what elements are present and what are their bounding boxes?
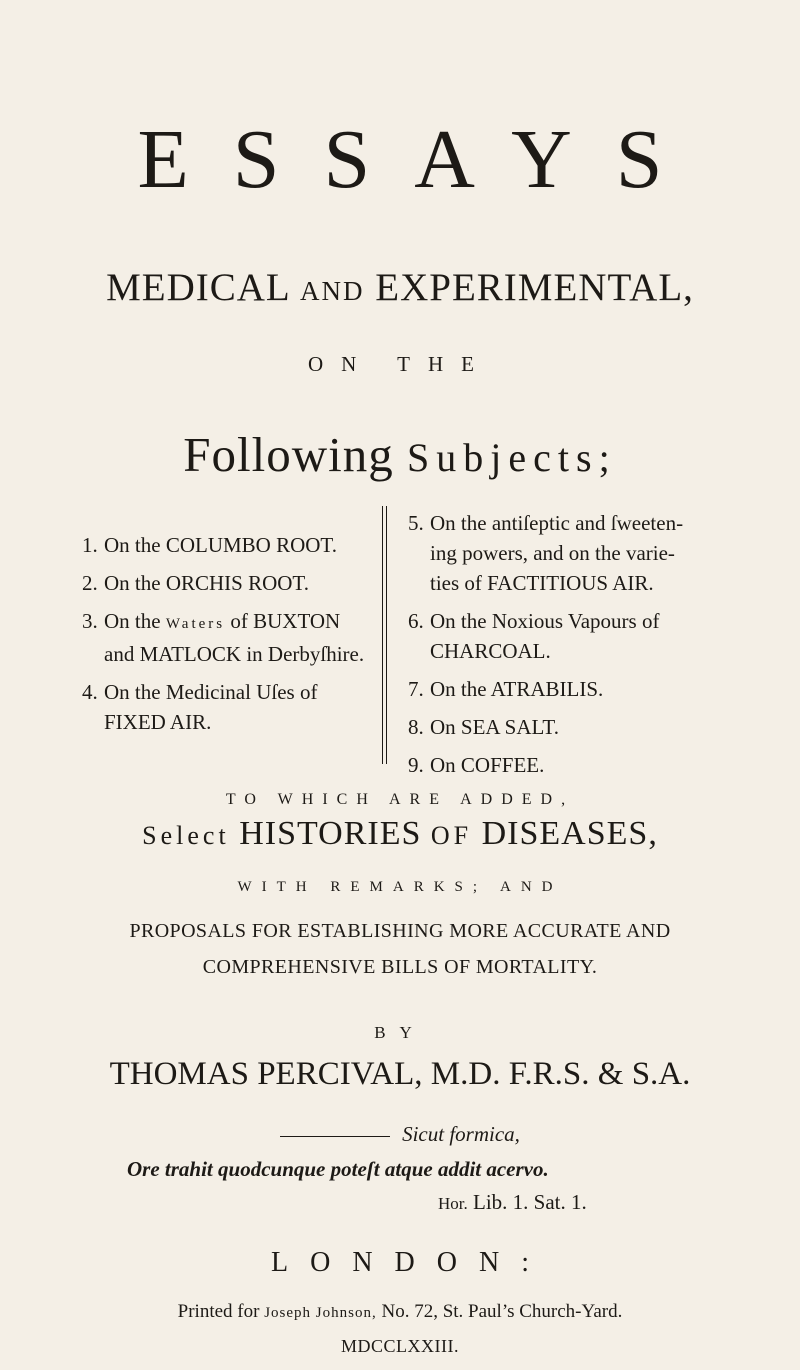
subject-item	[82, 606, 382, 669]
motto-source-rest: Lib. 1. Sat. 1.	[473, 1190, 587, 1214]
subject-item	[408, 712, 738, 742]
subject-number: 1.	[82, 533, 98, 557]
subject-text: On COFFEE.	[430, 753, 545, 777]
imprint-date: MDCCLXXIII.	[341, 1336, 459, 1356]
subjects-word: Subjects;	[407, 435, 617, 480]
subject-text: On the Medicinal Uſes of	[104, 680, 318, 704]
following-subjects-heading	[0, 427, 800, 482]
subtitle-experimental: EXPERIMENTAL,	[375, 266, 694, 309]
subject-item	[82, 568, 382, 598]
subject-item	[408, 606, 738, 666]
subject-item	[408, 750, 738, 780]
with-remarks: WITH REMARKS; AND	[237, 879, 563, 895]
on-the-line: ON THE	[307, 352, 493, 376]
motto-line-2: Ore trahit quodcunque poteſt atque addit acervo.	[127, 1157, 549, 1181]
select-word: Select	[142, 821, 230, 850]
subject-text: On SEA SALT.	[430, 715, 559, 739]
subject-text: On the ORCHIS ROOT.	[104, 571, 309, 595]
imprint-city: LONDON:	[271, 1247, 551, 1278]
diseases-word: DISEASES,	[481, 815, 658, 852]
subject-text: On the Noxious Vapours of	[430, 609, 660, 633]
proposals-line-1: PROPOSALS FOR ESTABLISHING MORE ACCURATE AND	[129, 920, 671, 942]
subject-continuation: and MATLOCK in Derbyſhire.	[104, 642, 365, 666]
following-word: Following	[183, 427, 394, 482]
subject-continuation: ing powers, and on the varie-	[430, 541, 675, 565]
subject-continuation: CHARCOAL.	[430, 639, 551, 663]
subject-number: 9.	[408, 753, 424, 777]
imprint-publisher: Joseph Johnson,	[264, 1305, 377, 1321]
proposals-line-2: COMPREHENSIVE BILLS OF MORTALITY.	[202, 956, 598, 978]
subject-text: On the ATRABILIS.	[430, 677, 604, 701]
subject-number: 2.	[82, 571, 98, 595]
motto-source	[438, 1192, 587, 1213]
motto-dash	[280, 1136, 390, 1137]
subject-item	[408, 674, 738, 704]
subject-continuation: ties of FACTITIOUS AIR.	[430, 571, 654, 595]
subject-number: 5.	[408, 511, 424, 535]
imprint-pre: Printed for	[177, 1301, 260, 1322]
subject-number: 8.	[408, 715, 424, 739]
histories-word: HISTORIES	[239, 815, 422, 852]
of-word: OF	[430, 821, 473, 850]
to-which-added: TO WHICH ARE ADDED,	[225, 791, 575, 808]
motto-source-hor: Hor.	[438, 1194, 468, 1213]
subject-text-waters: Waters	[165, 616, 226, 632]
subject-text-post: of BUXTON	[230, 609, 341, 633]
motto-line-1	[0, 1124, 800, 1145]
column-divider	[382, 506, 387, 764]
subjects-left-column	[82, 530, 382, 745]
author: THOMAS PERCIVAL, M.D. F.R.S. & S.A.	[109, 1056, 691, 1092]
subjects-right-column	[408, 508, 738, 788]
subject-item	[82, 677, 382, 737]
imprint-address: No. 72, St. Paul’s Church-Yard.	[381, 1301, 623, 1322]
subject-text: On the COLUMBO ROOT.	[104, 533, 337, 557]
motto-text-1: Sicut formica,	[402, 1122, 520, 1146]
subject-text-pre: On the	[104, 609, 161, 633]
subject-number: 7.	[408, 677, 424, 701]
main-title: ESSAYS	[137, 113, 707, 206]
subject-number: 3.	[82, 609, 98, 633]
subtitle	[0, 268, 800, 307]
subject-number: 6.	[408, 609, 424, 633]
by-line: BY	[374, 1023, 426, 1042]
subject-continuation: FIXED AIR.	[104, 710, 212, 734]
subtitle-and: AND	[300, 276, 365, 306]
imprint-line	[0, 1302, 800, 1321]
subtitle-medical: MEDICAL	[106, 266, 290, 309]
subject-text: On the antiſeptic and ſweeten-	[430, 511, 684, 535]
subject-item	[408, 508, 738, 598]
select-histories-line	[0, 817, 800, 851]
subject-number: 4.	[82, 680, 98, 704]
subject-item	[82, 530, 382, 560]
